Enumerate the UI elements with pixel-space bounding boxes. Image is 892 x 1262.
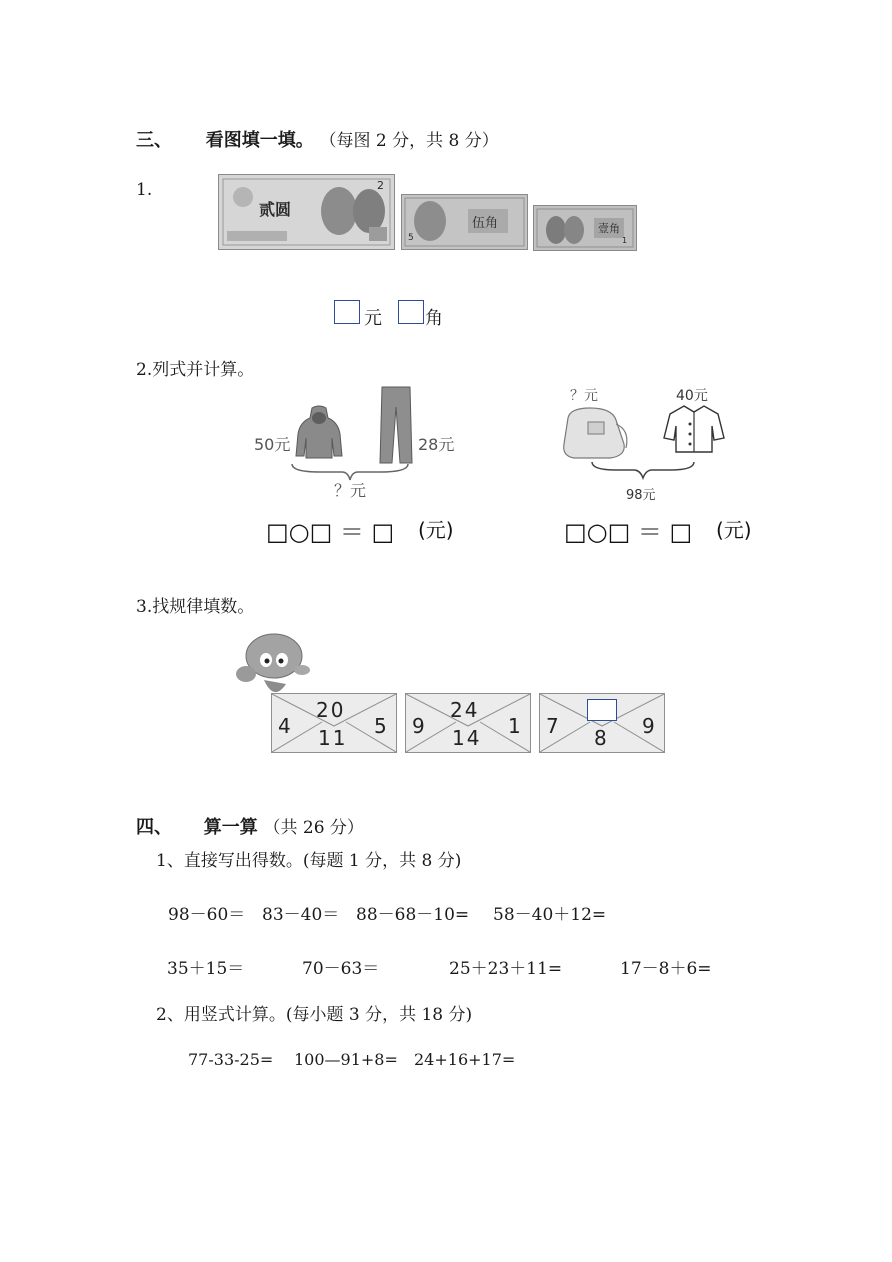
envelope-1-top: 20 (316, 698, 346, 722)
row2-problem-1: 35＋15＝ (167, 959, 245, 979)
price-jacket: 40元 (676, 388, 708, 404)
banknote-1-jiao-art (534, 206, 636, 250)
banknote-2-yuan-text: 贰圆 (259, 200, 292, 219)
banknote-1-jiao-corner: 1 (622, 236, 628, 245)
pants-icon (378, 385, 414, 465)
envelope-3-right: 9 (642, 714, 657, 738)
jacket-icon (662, 402, 726, 454)
envelope-2 (405, 693, 531, 753)
vertical-problem-2: 100—91+8= (294, 1050, 398, 1069)
banknote-2-yuan-corner: 2 (377, 179, 384, 192)
envelope-1-bottom: 11 (318, 726, 348, 750)
section-4-heading (136, 813, 364, 839)
vertical-problem-3: 24+16+17= (414, 1050, 516, 1069)
row1-problem-4: 58－40＋12= (493, 905, 607, 925)
unit-yuan: 元 (364, 308, 382, 329)
row2-problem-4: 17－8＋6= (620, 959, 712, 979)
question-3-title: 3.找规律填数。 (136, 597, 255, 617)
envelope-2-left: 9 (412, 714, 427, 738)
section-3-number: 三、 (136, 130, 172, 151)
envelope-2-bottom: 14 (452, 726, 482, 750)
answer-box-jiao[interactable] (398, 300, 424, 324)
banknote-2-yuan (218, 174, 395, 250)
unit-left: (元) (418, 518, 454, 542)
question-2-title: 2.列式并计算。 (136, 360, 255, 380)
section-3-score: （每图 2 分，共 8 分） (319, 131, 499, 151)
banknote-5-jiao-text: 伍角 (472, 216, 499, 231)
envelope-3-left: 7 (546, 714, 561, 738)
section-4-score: （共 26 分） (263, 818, 364, 838)
banknote-5-jiao-corner: 5 (408, 233, 414, 243)
envelope-2-top: 24 (450, 698, 480, 722)
envelope-3-answer-box[interactable] (587, 699, 617, 721)
row1-problem-1: 98－60＝ (168, 905, 246, 925)
banknote-1-jiao-text: 壹角 (598, 222, 620, 235)
row1-problem-2: 83－40＝ (262, 905, 340, 925)
envelope-1-right: 5 (374, 714, 389, 738)
price-backpack: ？元 (570, 388, 598, 404)
question-1-number: 1. (136, 180, 153, 200)
section-4-title: 算一算 (203, 817, 258, 838)
envelope-3 (539, 693, 665, 753)
envelope-3-bottom: 8 (594, 726, 609, 750)
unit-jiao: 角 (425, 308, 443, 329)
price-pants: 28元 (418, 435, 455, 454)
equation-right: □○□ ＝ □ (564, 518, 693, 546)
row1-problem-3: 88－68－10= (356, 905, 470, 925)
banknote-5-jiao-art (402, 195, 527, 249)
banknote-5-jiao (401, 194, 528, 250)
total-price-right: 98元 (626, 488, 656, 503)
answer-box-yuan[interactable] (334, 300, 360, 324)
part-1-title: 1、直接写出得数。(每题 1 分，共 8 分) (156, 851, 462, 871)
section-4-number: 四、 (136, 817, 172, 838)
part-2-title: 2、用竖式计算。(每小题 3 分，共 18 分) (156, 1005, 473, 1025)
backpack-icon (560, 404, 632, 460)
right-brace-icon (590, 460, 696, 480)
price-hoodie: 50元 (254, 435, 291, 454)
envelope-1-left: 4 (278, 714, 293, 738)
hoodie-icon (294, 404, 344, 460)
section-3-title: 看图填一填。 (205, 130, 314, 151)
section-3-heading (136, 126, 499, 152)
row2-problem-3: 25＋23＋11= (449, 959, 563, 979)
banknote-1-jiao (533, 205, 637, 251)
envelope-1 (271, 693, 397, 753)
envelope-2-right: 1 (508, 714, 523, 738)
equation-left: □○□ ＝ □ (266, 518, 395, 546)
row2-problem-2: 70－63＝ (302, 959, 380, 979)
question-total-left: ？元 (334, 481, 367, 500)
unit-right: (元) (716, 518, 752, 542)
banknote-2-yuan-art (219, 175, 394, 249)
vertical-problem-1: 77-33-25= (188, 1050, 274, 1069)
